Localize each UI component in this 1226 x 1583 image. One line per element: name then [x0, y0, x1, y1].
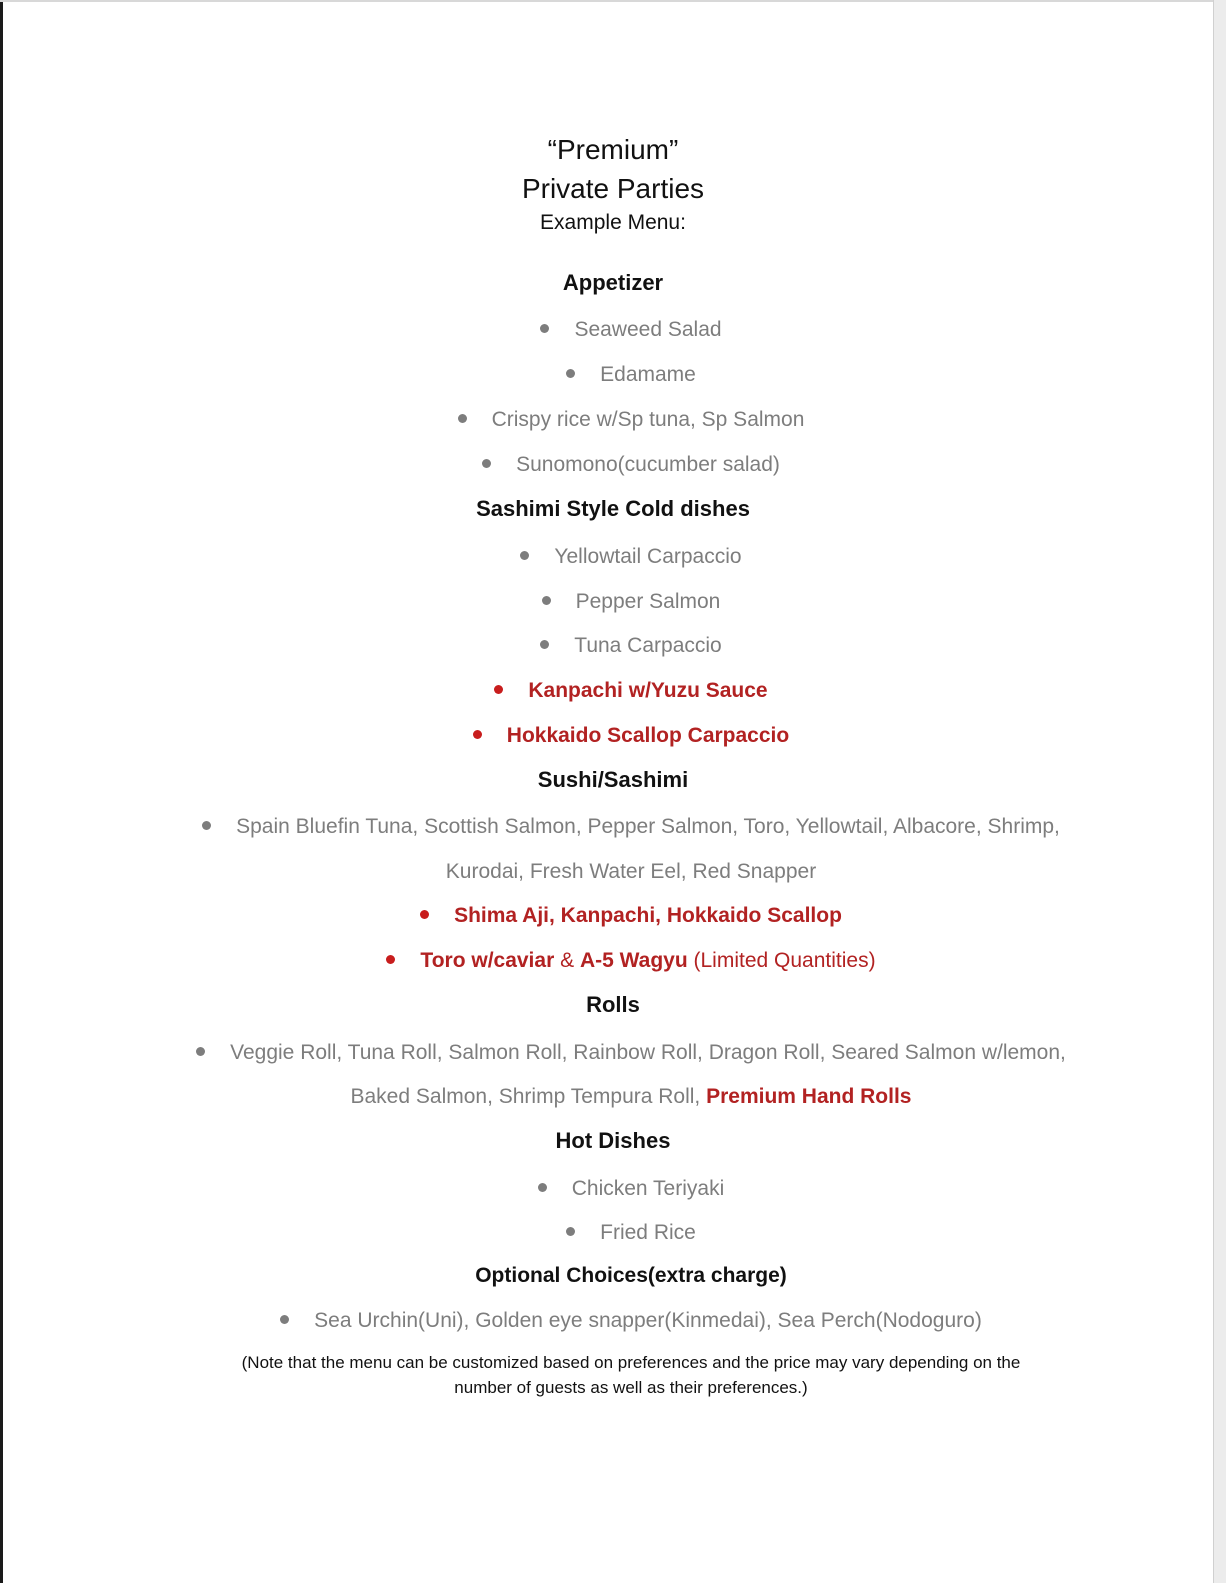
list-item: Fried Rice [0, 1221, 1226, 1245]
list-item-continuation: Baked Salmon, Shrimp Tempura Roll, Premium Hand Rolls [350, 1085, 912, 1108]
menu-note: (Note that the menu can be customized based on preferences and the price may vary depending on the number of guests as well as their preferences.) [241, 1353, 1021, 1397]
list-item: Sea Urchin(Uni), Golden eye snapper(Kinmedai), Sea Perch(Nodoguro) [0, 1309, 1226, 1333]
heading-hot-dishes: Hot Dishes [555, 1128, 671, 1153]
title-private-parties: Private Parties [521, 173, 705, 204]
page-edge-top [0, 0, 1226, 2]
premium-list-item: Toro w/caviar & A-5 Wagyu (Limited Quantities) [0, 949, 1226, 973]
bullet-icon [386, 955, 395, 964]
bullet-icon [482, 459, 491, 468]
bullet-icon [538, 1183, 547, 1192]
bullet-icon [458, 414, 467, 423]
bullet-icon [520, 551, 529, 560]
heading-rolls: Rolls [586, 992, 640, 1017]
bullet-icon [420, 910, 429, 919]
list-item: Seaweed Salad [0, 318, 1226, 342]
list-item: Crispy rice w/Sp tuna, Sp Salmon [0, 408, 1226, 432]
heading-sashimi-cold: Sashimi Style Cold dishes [476, 496, 750, 521]
premium-list-item: Hokkaido Scallop Carpaccio [0, 724, 1226, 748]
bullet-icon [540, 324, 549, 333]
list-item: Veggie Roll, Tuna Roll, Salmon Roll, Rainbow Roll, Dragon Roll, Seared Salmon w/lemon, [0, 1041, 1226, 1065]
title-premium: “Premium” [547, 134, 679, 165]
bullet-icon [494, 685, 503, 694]
bullet-icon [196, 1047, 205, 1056]
list-item: Pepper Salmon [0, 590, 1226, 614]
heading-appetizer: Appetizer [562, 270, 664, 295]
list-item: Chicken Teriyaki [0, 1177, 1226, 1201]
list-item: Sunomono(cucumber salad) [0, 453, 1226, 477]
bullet-icon [540, 640, 549, 649]
premium-list-item: Kanpachi w/Yuzu Sauce [0, 679, 1226, 703]
bullet-icon [280, 1315, 289, 1324]
premium-list-item: Shima Aji, Kanpachi, Hokkaido Scallop [0, 904, 1226, 928]
bullet-icon [566, 369, 575, 378]
list-item: Edamame [0, 363, 1226, 387]
list-item-continuation: Kurodai, Fresh Water Eel, Red Snapper [445, 860, 817, 883]
bullet-icon [202, 821, 211, 830]
list-item: Spain Bluefin Tuna, Scottish Salmon, Pepper Salmon, Toro, Yellowtail, Albacore, Shrimp, [0, 815, 1226, 839]
heading-sushi-sashimi: Sushi/Sashimi [537, 767, 689, 792]
bullet-icon [542, 596, 551, 605]
subtitle-example-menu: Example Menu: [540, 211, 686, 234]
bullet-icon [473, 730, 482, 739]
bullet-icon [566, 1227, 575, 1236]
list-item: Yellowtail Carpaccio [0, 545, 1226, 569]
heading-optional-choices: Optional Choices(extra charge) [475, 1264, 787, 1287]
list-item: Tuna Carpaccio [0, 634, 1226, 658]
